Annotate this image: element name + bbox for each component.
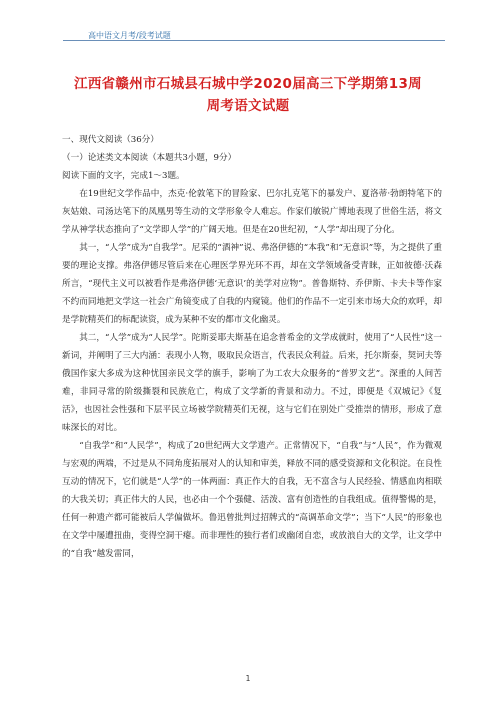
document-title-line-2: 周考语文试题 [206,98,290,114]
paragraph-3: 其二，“人学”成为“人民学”。陀斯妥耶夫斯基在追念普希金的文学成就时，使用了“人民性”这一新词，并阐明了三大内涵：表现小人物，吸取民众语言，代表民众利益。后来，托尔斯泰，契诃夫等俄国作家大多成为这种忧国亲民文学的旗手，影响了为工农大众服务的“普罗文艺”。深重的人间苦难，非同寻常的阶级撕裂和民族危亡，构成了文学新的背景和动力。不过，即便是《双城记》《复活》，也因社会性强和下层平民立场被学院精英们无视，这与它们在别处广受推崇的情形，形成了意味深长的对比。 [62,333,442,433]
running-header: 高中语文月考/段考试题 [88,31,171,40]
header-divider [63,40,445,41]
paragraph-4: “自我学”和“人民学”，构成了20世纪两大文学遗产。正常情况下，“自我”与“人民”，作为微观与宏观的两端，不过是从不同角度拓展对人的认知和审美，释放不同的感受资源和文化积淀。在良性互动的情况下，它们就是“人学”的一体两面：真正作大的自我，无不富含与人民经验、情感血肉相联的大我关切；真正伟大的人民，也必由一个个强健、活泼、富有创造性的自我组成。值得警惕的是，任何一种遗产都可能被后人学偏做坏。鲁迅曾批判过招牌式的“高调革命文学”；当下“人民”的形象也在文学中屡遭扭曲，变得空洞干瘪。而非理性的独行者们或幽闭自恋，或放浪自大的文学，让文学中的“自我”越发雷同， [62,441,442,559]
page-number: 1 [245,674,251,683]
paragraph-1: 在19世纪文学作品中，杰克·伦敦笔下的冒险家、巴尔扎克笔下的暴发户、夏洛蒂·勃朗特笔下的灰姑娘、司汤达笔下的凤凰男等生动的文学形象令人难忘。作家们敏锐广博地表现了世俗生活，将文学从神学状态推向了“文学即人学”的广阔天地。但是在20世纪初，“人学”却出现了分化。 [62,189,442,235]
section-heading: 一、现代文阅读（36分） [62,135,159,145]
paragraph-2: 其一，“人学”成为“自我学”。尼采的“酒神”说、弗洛伊德的“本我”和“无意识”等，为之提供了重要的理论支撑。弗洛伊德尽管后来在心理医学界光环不再，却在文学领域备受青睐，正如彼德·沃森所言，“现代主义可以被看作是弗洛伊德‘无意识’的美学对应物”。普鲁斯特、乔伊斯、卡夫卡等作家不约而同地把文学这一社会广角镜变成了自我的内窥镜。他们的作品不一定引来市场大众的欢呼，却是学院精英们的标配读资，成为某种不安的都市文化幽灵。 [62,243,442,325]
document-body [62,131,442,563]
reading-instruction: 阅读下面的文字，完成1～3题。 [62,171,185,181]
subsection-heading: （一）论述类文本阅读（本题共3小题，9分） [62,153,237,163]
document-title-line-1: 江西省赣州市石城县石城中学2020届高三下学期第13周 [74,76,422,92]
